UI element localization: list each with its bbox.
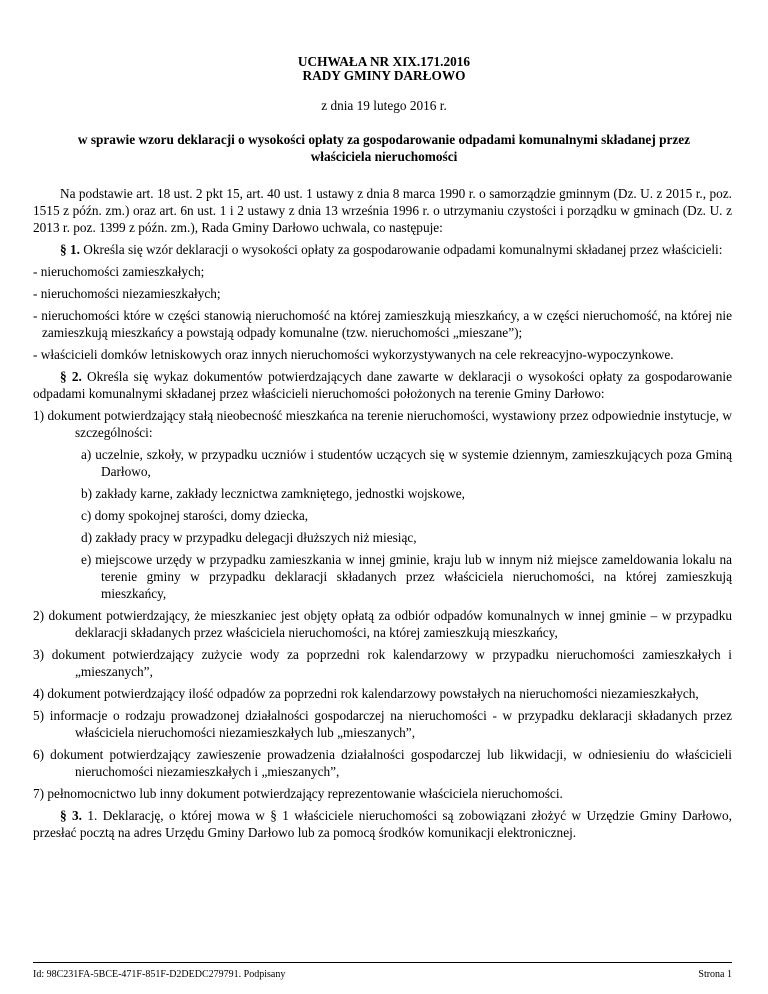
section-2-item-7: 7) pełnomocnictwo lub inny dokument potwierdzający reprezentowanie właściciela nieruchomości.	[33, 786, 563, 801]
preamble: Na podstawie art. 18 ust. 2 pkt 15, art. 40 ust. 1 ustawy z dnia 8 marca 1990 r. o samorządzie gminnym (Dz. U. z 2015 r., poz. 1515 z późn. zm.) oraz art. 6n ust. 1 i 2 ustawy z dnia 13 września 1996 r. o utrzymaniu czystości i porządku w gminach (Dz. U. z 2013 r. poz. 1399 z późn. zm.), Rada Gminy Darłowo uchwala, co następuje:	[33, 186, 732, 235]
section-2-text: Określa się wykaz dokumentów potwierdzających dane zawarte w deklaracji o wysokości opłaty za gospodarowanie odpadami komunalnymi składanej przez właścicieli nieruchomości położonych na terenie Gminy Darłowo:	[33, 369, 733, 401]
section-1-item-3: - nieruchomości które w części stanowią nieruchomość na której zamieszkują mieszkańcy, a w części nieruchomość, na której nie zamieszkują mieszkańcy a powstają odpady komunalne (tzw. nieruchomości „mieszane”);	[33, 308, 732, 340]
section-2-item-4: 4) dokument potwierdzający ilość odpadów za poprzedni rok kalendarzowy powstałych na nieruchomości niezamieszkałych,	[33, 686, 699, 701]
section-2-subitem-a: a) uczelnie, szkoły, w przypadku uczniów i studentów uczących się w systemie dziennym, zamieszkujących poza Gminą Darłowo,	[81, 447, 732, 479]
section-2-item-5: 5) informacje o rodzaju prowadzonej działalności gospodarczej na nieruchomości - w przypadku deklaracji składanych przez właściciela nieruchomości niezamieszkałych lub „mieszanych”,	[33, 708, 732, 740]
section-2-subitem-b: b) zakłady karne, zakłady lecznictwa zamkniętego, jednostki wojskowe,	[81, 486, 465, 501]
section-1-text: Określa się wzór deklaracji o wysokości opłaty za gospodarowanie odpadami komunalnymi składanej przez właścicieli:	[83, 242, 723, 257]
section-2-item-1: 1) dokument potwierdzający stałą nieobecność mieszkańca na terenie nieruchomości, wystawiony przez odpowiednie instytucje, w szczególności:	[33, 408, 732, 440]
document-id: Id: 98C231FA-5BCE-471F-851F-D2DEDC279791. Podpisany	[33, 969, 286, 980]
section-1-item-2: - nieruchomości niezamieszkałych;	[33, 286, 221, 301]
section-2-item-2: 2) dokument potwierdzający, że mieszkaniec jest objęty opłatą za odbiór odpadów komunalnych w innej gminie – w przypadku deklaracji składanych przez właściciela nieruchomości, na której zamieszkują mieszkańcy,	[33, 608, 732, 640]
council-name: RADY GMINY DARŁOWO	[302, 68, 466, 83]
section-1-item-4: - właścicieli domków letniskowych oraz innych nieruchomości wykorzystywanych na cele rekreacyjno-wypoczynkowe.	[33, 347, 674, 362]
section-2-item-6: 6) dokument potwierdzający zawieszenie prowadzenia działalności gospodarczej lub likwidacji, w odniesieniu do właścicieli nieruchomości niezamieszkałych i „mieszanych”,	[33, 747, 732, 779]
section-3-text: 1. Deklarację, o której mowa w § 1 właściciele nieruchomości są zobowiązani złożyć w Urzędzie Gminy Darłowo, przesłać pocztą na adres Urzędu Gminy Darłowo lub za pomocą środków komunikacji elektronicznej.	[33, 808, 732, 840]
document-body	[33, 185, 732, 846]
resolution-subject: w sprawie wzoru deklaracji o wysokości opłaty za gospodarowanie odpadami komunalnymi składanej przez właściciela nieruchomości	[77, 132, 691, 164]
section-1	[33, 241, 732, 258]
resolution-date: z dnia 19 lutego 2016 r.	[321, 98, 447, 113]
page-number: Strona 1	[698, 969, 732, 980]
section-2-subitem-e: e) miejscowe urzędy w przypadku zamieszkania w innej gminie, kraju lub w innym niż miejsce zameldowania lokalu na terenie gminy w przypadku deklaracji składanych przez właściciela nieruchomości, na której zamieszkują mieszkańcy,	[81, 552, 732, 601]
section-2-subitem-d: d) zakłady pracy w przypadku delegacji dłuższych niż miesiąc,	[81, 530, 417, 545]
resolution-number: UCHWAŁA NR XIX.171.2016	[297, 54, 471, 69]
section-3	[33, 807, 732, 841]
section-3-mark: § 3.	[60, 808, 82, 823]
section-1-item-1: - nieruchomości zamieszkałych;	[33, 264, 205, 279]
section-2-mark: § 2.	[60, 369, 82, 384]
section-1-mark: § 1.	[60, 242, 80, 257]
section-2-item-3: 3) dokument potwierdzający zużycie wody za poprzedni rok kalendarzowy w przypadku nieruchomości zamieszkałych i „mieszanych”,	[33, 647, 732, 679]
section-2-subitem-c: c) domy spokojnej starości, domy dziecka,	[81, 508, 309, 523]
footer-divider	[33, 962, 732, 963]
section-2	[33, 368, 732, 402]
